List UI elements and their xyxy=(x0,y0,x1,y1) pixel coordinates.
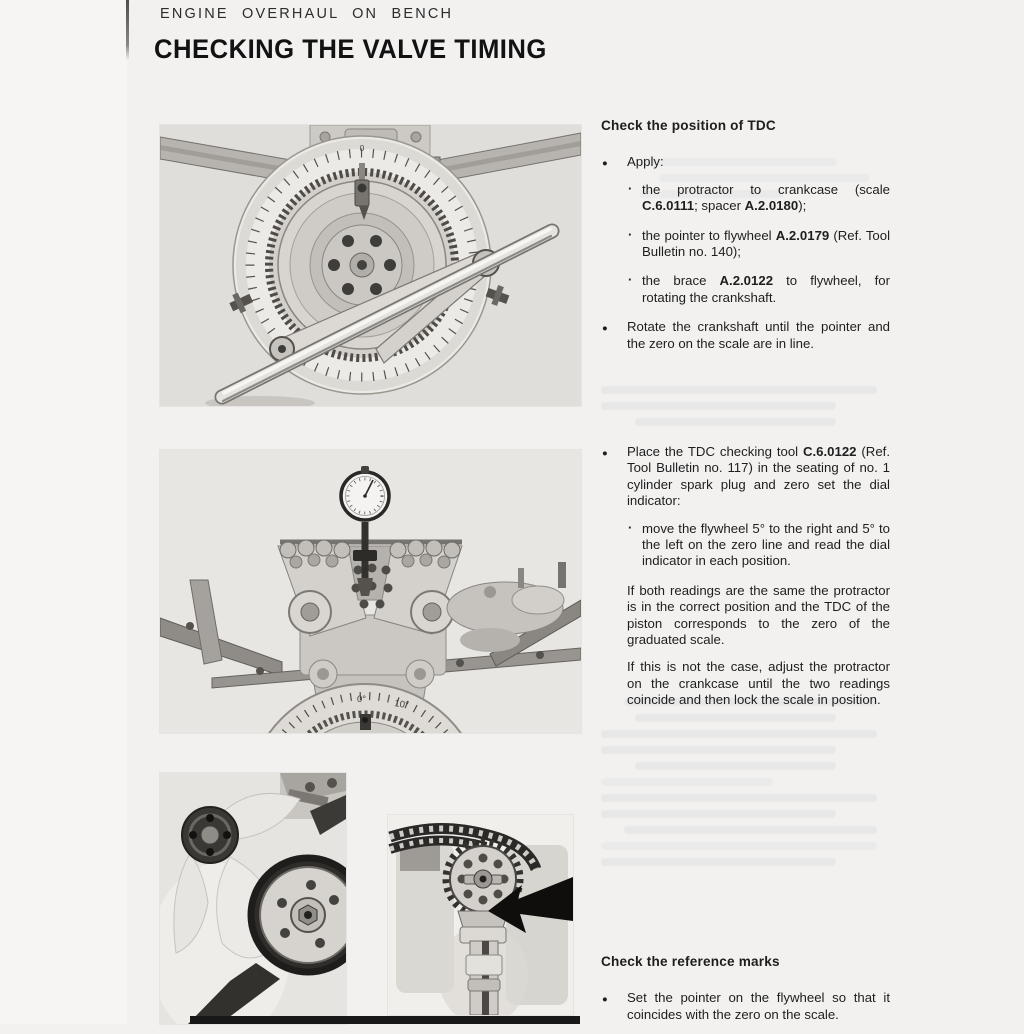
dash-marker: · xyxy=(628,519,633,535)
text-content: Set the pointer on the flywheel so that it coincides with the zero on the scale. xyxy=(627,990,890,1022)
text-content: move the flywheel 5° to the right and 5° to the left on the zero line and read the dial indicator in each position. xyxy=(642,520,890,569)
text-content: the protractor to crankcase (scale C.6.0111; spacer A.2.0180); xyxy=(642,181,890,214)
bullet-marker: ● xyxy=(602,158,608,170)
text-section xyxy=(601,444,890,720)
text-content: the pointer to flywheel A.2.0179 (Ref. Tool Bulletin no. 140); xyxy=(642,227,891,260)
text-block xyxy=(627,583,890,649)
text-block xyxy=(628,228,890,261)
photo-fan-and-pulley xyxy=(160,773,346,1024)
photo-engine-with-dial-indicator xyxy=(160,450,581,733)
photo-timing-chain-mark xyxy=(388,815,573,1015)
text-content: Check the position of TDC xyxy=(601,118,776,133)
dash-marker: · xyxy=(628,180,633,196)
text-content: If this is not the case, adjust the protractor on the crankcase until the two readings coincide and then lock the scale in position. xyxy=(627,659,890,708)
bullet-marker: ● xyxy=(602,994,608,1006)
text-block xyxy=(628,273,890,306)
text-block xyxy=(601,444,890,510)
dash-marker: · xyxy=(628,226,633,242)
page-title: CHECKING THE VALVE TIMING xyxy=(154,34,547,64)
scale-zero-label: 0° xyxy=(357,694,367,705)
text-section xyxy=(601,118,890,363)
text-content: Rotate the crankshaft until the pointer and the zero on the scale are in line. xyxy=(627,319,890,351)
section-heading xyxy=(601,954,890,970)
text-block xyxy=(627,659,890,708)
page-header: ENGINE OVERHAUL ON BENCH xyxy=(160,6,454,22)
scale-ten-label: 10° xyxy=(393,698,410,712)
binding-mark xyxy=(126,0,129,60)
text-block xyxy=(601,154,890,170)
text-content: Check the reference marks xyxy=(601,954,780,969)
text-content: the brace A.2.0122 to flywheel, for rotating the crankshaft. xyxy=(642,273,890,305)
text-content: If both readings are the same the protractor is in the correct position and the TDC of the piston corresponds to the zero of the graduated scale. xyxy=(627,582,890,648)
section-heading xyxy=(601,118,890,134)
photo-protractor-on-flywheel xyxy=(160,125,581,406)
text-section xyxy=(601,954,890,1034)
text-block xyxy=(601,990,890,1023)
page-left-margin xyxy=(0,0,127,1024)
dash-marker: · xyxy=(628,272,633,288)
scan-artifact-bar xyxy=(190,1016,580,1024)
text-block xyxy=(628,521,890,570)
bleed-through-text xyxy=(601,378,888,434)
bullet-marker: ● xyxy=(602,448,608,459)
bullet-marker: ● xyxy=(602,323,608,335)
text-content: Place the TDC checking tool C.6.0122 (Ref. Tool Bulletin no. 117) in the seating of no. 1 cylinder spark plug and zero set the dial indicator: xyxy=(627,444,890,509)
text-block xyxy=(628,182,890,215)
text-block xyxy=(601,319,890,352)
text-content: Apply: xyxy=(627,154,664,170)
scale-zero-label: 0 xyxy=(359,143,365,153)
